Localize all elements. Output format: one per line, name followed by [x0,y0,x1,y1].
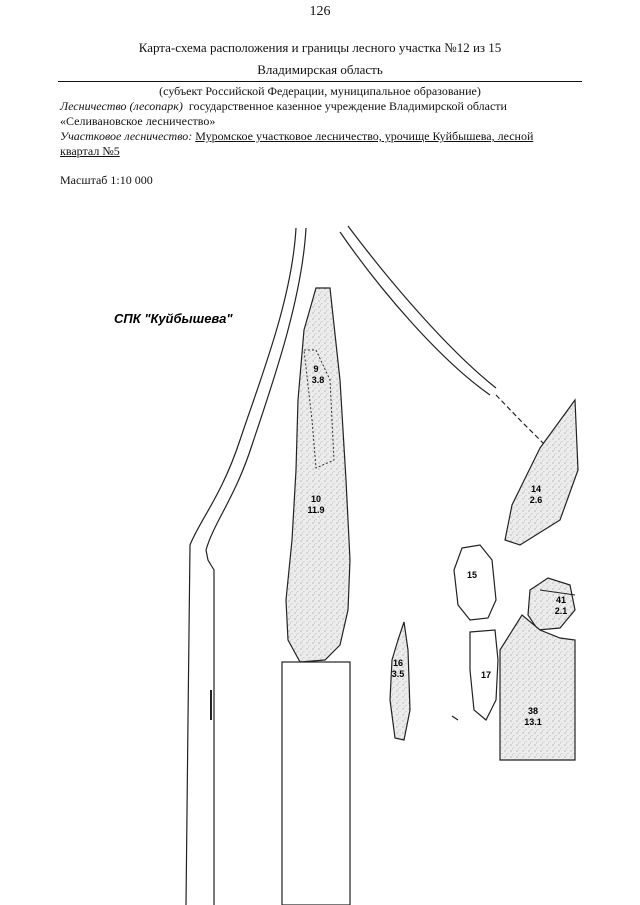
plot-16-area: 3.5 [391,669,405,679]
plot-9-number: 9 [313,364,319,374]
plot-10-shape [286,288,350,662]
plot-10-number: 10 [310,494,322,504]
plot-41-number: 41 [555,595,567,605]
plot-14-shape [505,400,578,545]
plot-14-area: 2.6 [529,495,543,505]
plot-17-number: 17 [480,670,492,680]
district-label: Участковое лесничество: [60,129,193,143]
plot-14-number: 14 [530,484,542,494]
plot-41-area: 2.1 [554,606,568,616]
forestry-label: Лесничество (лесопарк) [60,99,183,113]
plot-38-area: 13.1 [524,717,542,727]
road-diagonal-b [348,226,496,388]
road-diagonal-a [340,232,490,395]
road-left-outer [186,228,296,905]
region-title: Владимирская область [257,62,383,77]
district-value-line2: квартал №5 [60,144,120,158]
plot-15-shape [454,545,496,620]
plot-16-number: 16 [392,658,404,668]
page-number: 126 [309,4,331,19]
plot-38-number: 38 [527,706,539,716]
plot-38-shape [500,615,575,760]
building-block [282,662,350,905]
plot-10-area: 11.9 [307,505,325,515]
plot-9-area: 3.8 [311,375,325,385]
forestry-value: государственное казенное учреждение Владимирской области [188,99,507,113]
subtitle-caption: (субъект Российской Федерации, муниципальное образование) [159,84,481,98]
org-label-spk: СПК "Куйбышева" [114,311,233,326]
map-title: Карта-схема расположения и границы лесного участка №12 из 15 [138,40,502,55]
plot-16-shape [390,622,410,740]
tick-mark [452,716,458,720]
forestry-value-line2: «Селивановское лесничество» [60,114,216,128]
district-value: Муромское участковое лесничество, урочище Куйбышева, лесной [195,129,534,143]
plot-15-number: 15 [466,570,478,580]
map-scale: Масштаб 1:10 000 [60,173,153,187]
plot-41-shape [528,578,575,630]
